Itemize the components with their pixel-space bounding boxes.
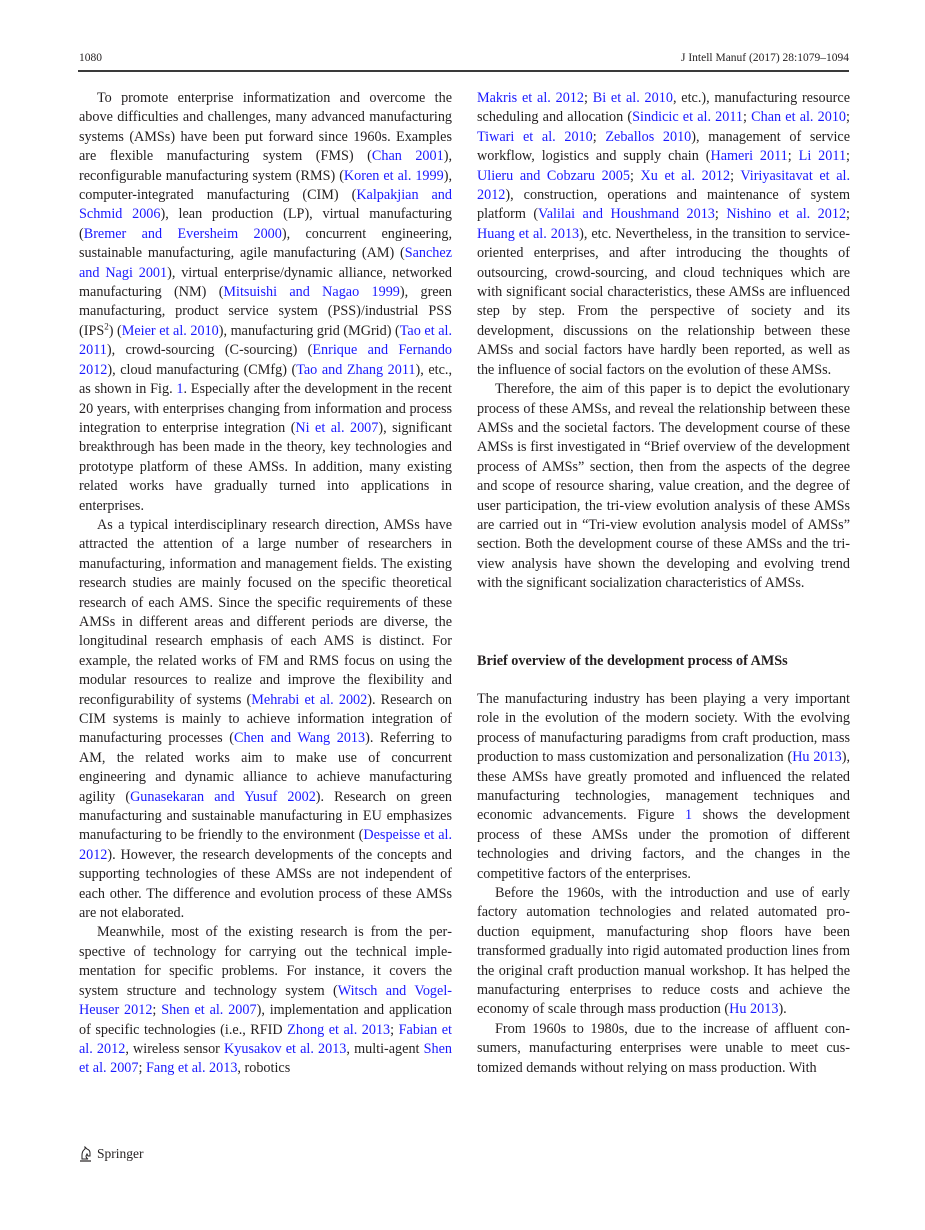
paragraph-text: ). Research on CIM systems is mainly to achieve information integration of manufacturing processes (	[79, 691, 453, 747]
paragraph-text: , multi-agent	[346, 1040, 424, 1057]
paragraph-text: ), cloud manufacturing (CMfg) (	[107, 361, 297, 378]
springer-knight-icon	[79, 1146, 93, 1163]
publisher-footer	[79, 1144, 144, 1164]
body-paragraph	[79, 923, 452, 1078]
paragraph-text: ;	[592, 128, 606, 145]
page-number: 1080	[79, 52, 102, 64]
body-paragraph	[477, 89, 850, 380]
citation-link[interactable]: Nishino et al. 2012	[726, 206, 847, 223]
citation-link[interactable]: Valilai and Houshmand 2013	[538, 206, 715, 223]
citation-link[interactable]: Li 2011	[798, 148, 847, 165]
running-header	[79, 50, 849, 66]
citation-link[interactable]: Tao et al. 2011	[79, 322, 452, 359]
paragraph-text: , etc.), manufacturing resource scheduling and allocation (	[477, 90, 851, 126]
paragraph-text: ;	[846, 148, 850, 165]
citation-link[interactable]: Makris et al. 2012	[477, 90, 584, 106]
citation-link[interactable]: Chen and Wang 2013	[234, 730, 366, 747]
paragraph-text: To promote enterprise informatization and overcome the above difficulties and challenges, many advanced manufacturing systems (AMSs) have been put forward since 1960s. Examples are flexible manufacturing system (FMS) (	[79, 90, 452, 165]
citation-link[interactable]: Chan 2001	[371, 148, 444, 165]
paragraph-text: ), crowd-sourcing (C-sourcing) (	[106, 342, 313, 359]
citation-link[interactable]: Witsch and Vogel-Heuser 2012	[79, 982, 452, 1019]
citation-link[interactable]: Sindicic et al. 2011	[632, 109, 744, 126]
publisher-name: Springer	[97, 1146, 144, 1161]
citation-link[interactable]: Gunasekaran and Yusuf 2002	[130, 788, 316, 805]
paragraph-text: ) (	[108, 322, 122, 339]
citation-link[interactable]: Kalpakjian and Schmid 2006	[79, 187, 452, 223]
citation-link[interactable]: Fang et al. 2013	[146, 1060, 238, 1077]
superscript: 2	[104, 321, 109, 332]
citation-link[interactable]: Xu et al. 2012	[640, 167, 731, 184]
citation-link[interactable]: Shen et al. 2007	[161, 1002, 257, 1019]
paragraph-text: ), these AMSs have greatly promoted and influenced the related manufacturing technologies, management techniques and economic advancements. Figure	[477, 749, 850, 824]
body-paragraph	[477, 1020, 850, 1078]
citation-link[interactable]: Enrique and Fernando 2012	[79, 342, 453, 378]
header-rule	[78, 70, 849, 72]
paragraph-text: ). Research on green manufacturing and sustainable manufacturing in EU emphasizes manufacturing to be friendly to the environment (	[79, 788, 452, 844]
paragraph-text: From 1960s to 1980s, due to the increase of affluent consumers, manufacturing enterprises were unable to meet customized demands without relying on mass production. With	[477, 1020, 850, 1076]
paragraph-text: ), implementation and application of specific technologies (i.e., RFID	[79, 1002, 453, 1038]
citation-link[interactable]: Koren et al. 1999	[343, 167, 444, 184]
body-paragraph	[79, 516, 452, 924]
paragraph-text: ), construction, operations and maintenance of system platform (	[477, 187, 850, 223]
citation-link[interactable]: Hu 2013	[729, 1001, 779, 1018]
citation-link[interactable]: Zeballos 2010	[605, 128, 692, 145]
paragraph-text: ). Referring to AM, the related works aim to make use of concurrent engineering and dynamic alliance to achieve manufacturing agility (	[79, 730, 452, 805]
citation-link[interactable]: Chan et al. 2010	[751, 109, 847, 126]
citation-link[interactable]: Huang et al. 2013	[477, 225, 580, 242]
citation-link[interactable]: 1	[684, 807, 693, 824]
paragraph-text: ), lean production (LP), virtual manufacturing (	[79, 206, 452, 242]
citation-link[interactable]: Meier et al. 2010	[121, 322, 219, 339]
paragraph-text: ). However, the research developments of the concepts and supporting technologies of these AMSs are not independent of each other. The difference and evolution process of these AMSs are not elaborated.	[79, 846, 452, 922]
citation-link[interactable]: Mitsuishi and Nagao 1999	[223, 284, 400, 301]
section-spacer-bottom	[477, 671, 850, 690]
paragraph-text: ), etc. Nevertheless, in the transition to service-oriented enterprises, and after introducing the thoughts of outsourcing, crowd-sourcing, and cloud techniques which are with significant social characteristics, these AMSs are influenced step by step. From the perspective of society and its development, discussions on the relationship between these AMSs and social factors have hardly been reported, as well as the influence of social factors on the evolution of these AMSs.	[477, 225, 850, 378]
paragraph-text: The manufacturing industry has been playing a very important role in the evolution of the modern society. With the evolving process of manufacturing paradigms from craft production, mass production to mass customization and personalization (	[477, 690, 850, 766]
citation-link[interactable]: Viriyasitavat et al. 2012	[477, 167, 851, 204]
right-column	[477, 89, 850, 1078]
paragraph-text: ;	[583, 90, 593, 106]
citation-link[interactable]: Despeisse et al. 2012	[79, 827, 452, 863]
citation-link[interactable]: Sanchez and Nagi 2001	[79, 245, 452, 281]
body-paragraph	[477, 690, 850, 884]
paragraph-text: Before the 1960s, with the introduction and use of early factory automation technologies and related automated production equipment, manufacturing shop floors have been transformed gradually into rigid automated production lines from the original craft production manual workshop. It has helped the manufacturing enterprises to reduce costs and achieve the economy of scale through mass production (	[477, 885, 850, 1018]
citation-link[interactable]: Hameri 2011	[710, 148, 788, 165]
journal-citation: J Intell Manuf (2017) 28:1079–1094	[680, 52, 849, 64]
body-paragraph	[477, 380, 850, 593]
paragraph-text: ), virtual enterprise/dynamic alliance, networked manufacturing (NM) (	[79, 264, 452, 301]
citation-link[interactable]: Tiwari et al. 2010	[477, 128, 593, 145]
paragraph-text: ), significant breakthrough has been made in the theory, key technologies and prototype platform of these AMSs. In addition, many existing related works have gradually turned into applications in enterprises.	[79, 419, 452, 514]
left-column	[79, 89, 452, 1079]
paragraph-text: As a typical interdisciplinary research direction, AMSs have attracted the attention of a large number of researchers in manufacturing, information and management fields. The existing research studies are mainly focused on the specific theoretical research of each AMS. Since the specific requirements of these AMSs in different areas and different periods are diverse, the longitudinal research emphasis of each AMS is distinct. For example, the related works of FM and RMS focus on using the modular resources to realize and improve the flexibility and reconfigurability of systems (	[79, 516, 452, 708]
citation-link[interactable]: 1	[176, 381, 184, 398]
paragraph-text: ), management of service workflow, logistics and supply chain (	[477, 128, 851, 165]
paragraph-text: ;	[846, 206, 850, 223]
paragraph-text: Therefore, the aim of this paper is to depict the evolutionary process of these AMSs, and reveal the relationship between these AMSs and the societal factors. The development course of these AMSs is first investigated in “Brief overview of the development process of AMSs” section, then from the aspects of the degree and scope of resource sharing, value creation, and the degree of user participation, the tri-view evolution analysis of these AMSs are carried out in “Tri-view evolution analysis model of AMSs” section. Both the development course of these AMSs and the tri-view analysis have shown the developing and evolving trend with the significant socialization characteristics of AMSs.	[477, 381, 850, 592]
section-heading: Brief overview of the development process of AMSs	[477, 652, 788, 669]
paragraph-text: . Especially after the development in the recent 20 years, with enterprises changing from information and process integration to enterprise integration (	[79, 381, 452, 436]
paragraph-text: ;	[787, 148, 799, 165]
citation-link[interactable]: Mehrabi et al. 2002	[251, 691, 368, 708]
citation-link[interactable]: Hu 2013	[792, 749, 842, 766]
citation-link[interactable]: Shen et al. 2007	[79, 1040, 452, 1077]
citation-link[interactable]: Bi et al. 2010	[592, 90, 673, 106]
paragraph-text: Meanwhile, most of the existing research is from the perspective of technology for carrying out the technical implementation for specific problems. For instance, it covers the system structure and technology system (	[79, 924, 452, 999]
paragraph-text: ;	[629, 167, 641, 184]
paragraph-text: ), manufacturing grid (MGrid) (	[218, 322, 400, 339]
right-paragraphs	[477, 89, 850, 594]
citation-link[interactable]: Fabian et al. 2012	[79, 1021, 452, 1057]
paragraph-text: ), etc., as shown in Fig.	[79, 361, 452, 398]
citation-link[interactable]: Zhong et al. 2013	[287, 1021, 391, 1038]
citation-link[interactable]: Ulieru and Cobzaru 2005	[477, 167, 630, 184]
citation-link[interactable]: Bremer and Eversheim 2000	[83, 225, 282, 242]
paragraph-text: ;	[730, 167, 741, 184]
paragraph-text: ), green manufacturing, product service system (PSS)/industrial PSS (IPS	[79, 284, 453, 339]
section-paragraphs	[477, 690, 850, 1078]
left-paragraphs	[79, 89, 452, 1079]
paragraph-text: shows the development process of these AMSs under the promotion of different technologies and driving factors, and the changes in the competitive factors of the enterprises.	[477, 807, 850, 882]
paragraph-text: ;	[152, 1002, 162, 1019]
paragraph-text: ;	[846, 109, 850, 126]
citation-link[interactable]: Ni et al. 2007	[295, 419, 379, 436]
paragraph-text: ;	[743, 109, 752, 126]
citation-link[interactable]: Tao and Zhang 2011	[296, 361, 416, 378]
body-paragraph	[79, 89, 452, 516]
paragraph-text: ), computer-integrated manufacturing (CIM) (	[79, 167, 452, 204]
paragraph-text: ), concurrent engineering, sustainable manufacturing, agile manufacturing (AM) (	[79, 225, 452, 262]
paragraph-text: ).	[778, 1001, 787, 1018]
paragraph-text: ;	[390, 1021, 399, 1038]
paragraph-text: ;	[138, 1060, 146, 1077]
body-paragraph	[477, 884, 850, 1020]
citation-link[interactable]: Kyusakov et al. 2013	[224, 1040, 347, 1057]
paragraph-text: , robotics	[237, 1060, 291, 1077]
section-spacer-top	[477, 594, 850, 652]
paragraph-text: , wireless sensor	[125, 1040, 225, 1057]
paragraph-text: ), reconfigurable manufacturing system (RMS) (	[79, 148, 452, 184]
paragraph-text: ;	[714, 206, 727, 223]
